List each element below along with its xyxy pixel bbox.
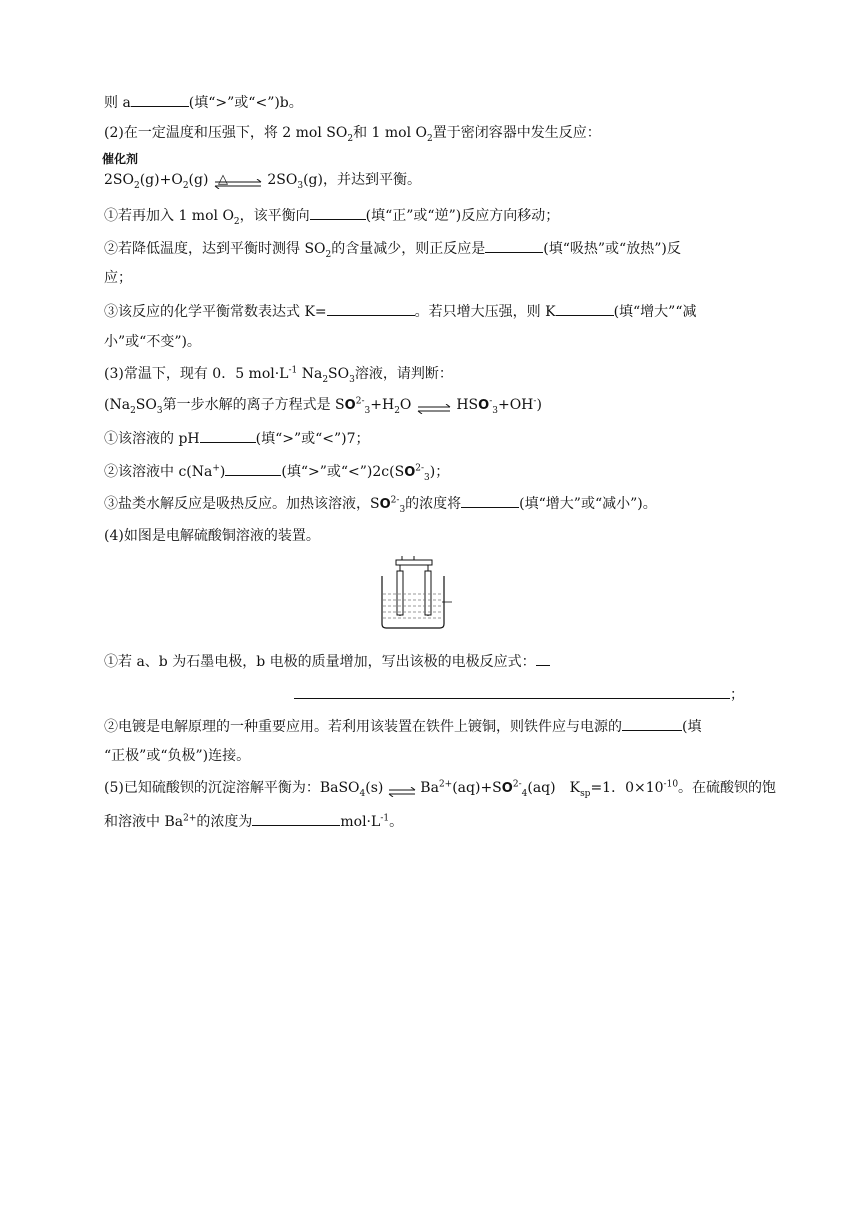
- answer-blank[interactable]: [294, 684, 730, 699]
- hydrolysis-equation: ($Na_2SO_3$第一步水解的离子方程式是 $SO^{2-}_3+H_2O$ $HSO^-_3+OH^-$): [104, 396, 542, 416]
- catalyst-label: 催化剂: [102, 152, 139, 166]
- question-2-3: ③该反应的化学平衡常数表达式 K= 。若只增大压强，则 K (填“增大”“减: [104, 301, 697, 322]
- answer-blank[interactable]: [200, 428, 256, 443]
- question-3-1: ①该溶液的 pH (填“>”或“<”)7；: [104, 428, 370, 449]
- answer-blank[interactable]: [536, 651, 550, 666]
- question-line-1: 则 a (填“>”或“<”)b。: [104, 92, 303, 113]
- answer-blank[interactable]: [622, 716, 682, 731]
- question-4-2: ②电镀是电解原理的一种重要应用。若利用该装置在铁件上镀铜，则铁件应与电源的 (填: [104, 716, 701, 737]
- heat-delta-symbol: △: [218, 172, 228, 187]
- electrolysis-apparatus-figure: [374, 556, 494, 632]
- question-2-1: ①若再加入 1 mol $O_2$，该平衡向 (填“正”或“逆”)反应方向移动；: [104, 205, 559, 226]
- question-2-intro: (2)在一定温度和压强下，将 2 mol $SO_2$和 1 mol $O_2$置于密闭容器中发生反应：: [104, 125, 601, 144]
- equilibrium-arrow-icon: [388, 783, 416, 793]
- equilibrium-arrow-icon: [416, 400, 452, 410]
- question-2-3-cont: 小”或“不变”)。: [104, 334, 201, 350]
- question-4-2-cont: “正极”或“负极”)连接。: [104, 748, 251, 764]
- answer-blank[interactable]: [556, 301, 614, 316]
- question-3-intro: (3)常温下，现有 0．5 $mol\cdot L^{-1}$ $Na_2SO_3$溶液，请判断：: [104, 365, 453, 385]
- question-4-1-answer-line: ；: [294, 684, 744, 705]
- answer-blank[interactable]: [310, 205, 366, 220]
- question-2-2-cont: 应；: [104, 270, 132, 286]
- question-4-intro: (4)如图是电解硫酸铜溶液的装置。: [104, 528, 320, 544]
- question-4-1: ①若 a、b 为石墨电极，b 电极的质量增加，写出该极的电极反应式：: [104, 651, 550, 672]
- question-3-2: ②该溶液中 c(Na+) (填“>”或“$<”)2c(SO^{2-}_3)$；: [104, 461, 449, 483]
- answer-blank[interactable]: [485, 238, 543, 253]
- question-5: (5)已知硫酸钡的沉淀溶解平衡为：BaSO$_4$(s) $Ba^{2+}(aq)+SO^{2-}_4(aq)$ $K_{sp}=1$．$0\times 10^{-10}$。在硫酸钡的饱: [104, 779, 777, 799]
- question-2-2: ②若降低温度，达到平衡时测得 $SO_2$的含量减少，则正反应是 (填“吸热”或“放热”)反: [104, 238, 681, 259]
- answer-blank[interactable]: [131, 92, 189, 107]
- answer-blank[interactable]: [327, 301, 415, 316]
- question-5-cont: 和溶液中 $Ba^{2+}$的浓度为 $mol\cdot L^{-1}$。: [104, 811, 403, 832]
- answer-blank[interactable]: [461, 493, 519, 508]
- answer-blank[interactable]: [225, 461, 281, 476]
- answer-blank[interactable]: [252, 811, 340, 826]
- question-3-3: ③盐类水解反应是吸热反应。加热该溶液，$SO^{2-}_3$的浓度将 (填“增大”或“减小”)。: [104, 493, 657, 515]
- reaction-equation: $2SO_2(g)+O_2(g)$ $2SO_3(g)$，并达到平衡。: [104, 172, 421, 191]
- equilibrium-arrow-icon: [213, 175, 263, 185]
